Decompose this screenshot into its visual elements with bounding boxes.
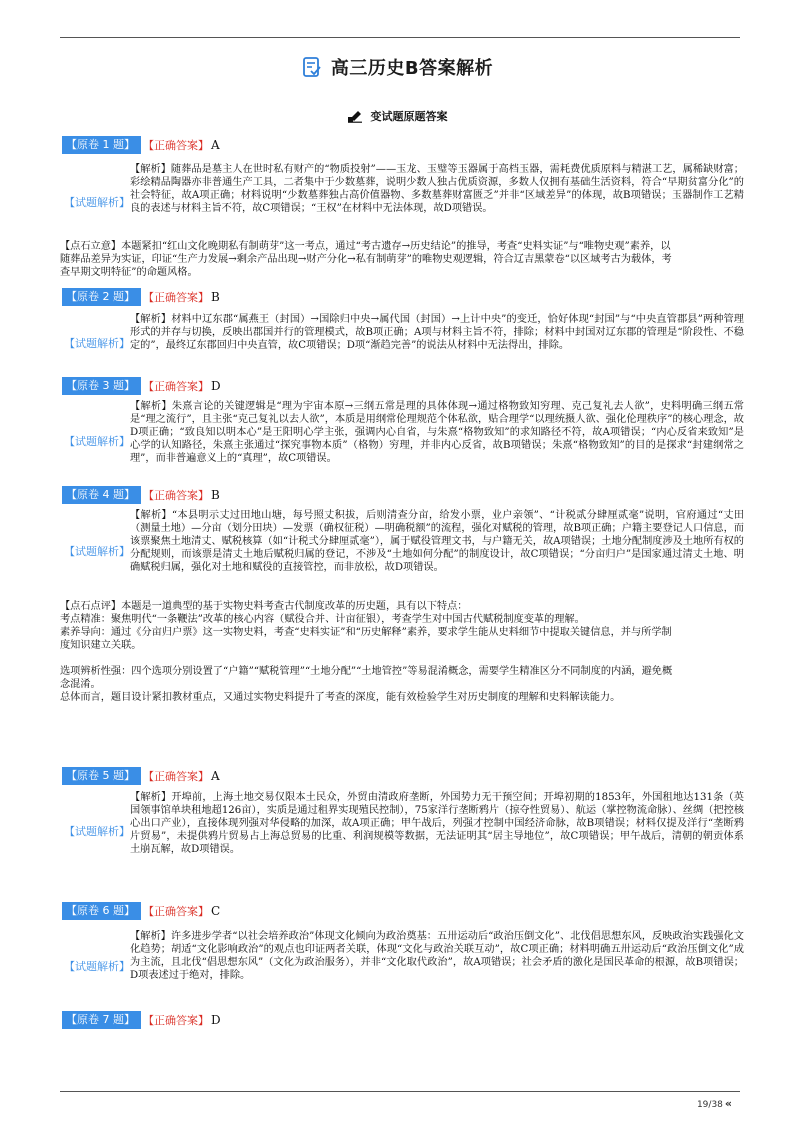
answer-value: D [211, 1013, 221, 1027]
analysis-label: 【试题解析】 [64, 435, 130, 448]
question-header-4 [62, 486, 220, 504]
analysis-text: 【解析】开埠前，上海土地交易仅限本土民众，外贸由清政府垄断，外国势力无干预空间；开埠初期的1853年，外国租地达131条（英国领事馆单块租地超126亩），实质是通过租界实现殖民控制），75家洋行垄断鸦片（掠夺性贸易）、航运（掌控物流命脉）、丝绸（把控核心出口产业），直接体现列强对华侵略的加深，故A项正确；甲午战后，列强才控制中国经济命脉，故B项错误；材料仅提及洋行“垄断鸦片贸易”，未提供鸦片贸易占上海总贸易的比重、利润规模等数据，无法证明其“居主导地位”，故C项错误；甲午战后，清朝的朝贡体系土崩瓦解，故D项错误。 [130, 792, 744, 855]
question-header-3 [62, 377, 221, 395]
answer-value: C [211, 904, 221, 918]
page-number [697, 1097, 732, 1110]
page-title [0, 54, 794, 80]
section-subtitle-text: 变试题原题答案 [370, 110, 448, 123]
insight-note: 【点石立意】本题紧扣“红山文化晚期私有制萌芽”这一考点，通过“考古遗存→历史结论”的推导，考查“史料实证”与“唯物史观”素养，以随葬品差异为实证，印证“生产力发展→剩余产品出现→财产分化→私有制萌芽”的唯物史观逻辑，符合辽吉黑蒙卷“以区域考古为载体，考查早期文明特征”的命题风格。 [60, 241, 672, 278]
footer-rule [60, 1091, 740, 1092]
answer-label: 【正确答案】 [143, 1014, 209, 1027]
analysis-label: 【试题解析】 [64, 825, 130, 838]
analysis-block-2 [60, 314, 744, 370]
question-number: 【原卷 7 题】 [62, 1011, 141, 1029]
pen-edit-icon [347, 109, 363, 123]
answer-value: A [211, 138, 220, 152]
analysis-block-6 [60, 931, 744, 999]
question-number: 【原卷 5 题】 [62, 767, 141, 785]
answer-label: 【正确答案】 [143, 291, 209, 304]
page-number-text: 19/38 [696, 1100, 723, 1110]
question-header-6 [62, 902, 220, 920]
analysis-block-1 [60, 164, 744, 236]
question-number: 【原卷 1 题】 [62, 136, 141, 154]
analysis-block-5 [60, 792, 744, 872]
analysis-block-3 [60, 401, 744, 481]
answer-label: 【正确答案】 [143, 139, 209, 152]
page-title-text: 高三历史B答案解析 [330, 58, 494, 79]
question-number: 【原卷 3 题】 [62, 377, 141, 395]
analysis-text: 【解析】朱熹言论的关键逻辑是“理为宇宙本原→三纲五常是理的具体体现→通过格物致知穷理、克己复礼去人欲”，史料明确三纲五常是“理之流行”，且主张“克己复礼以去人欲”，本质是用纲常伦理规范个体私欲，贴合理学“以理统摄人欲、强化伦理秩序”的核心理念，故D项正确；“致良知以明本心”是王阳明心学主张，强调内心自省，与朱熹“格物致知”的求知路径不符，故A项错误；“内心反省来致知”是心学的认知路径，朱熹主张通过“探究事物本质”（格物）穷理，并非内心反省，故B项错误；朱熹“格物致知”的目的是探求“封建纲常之理”，而非普遍意义上的“真理”，故C项错误。 [130, 401, 744, 464]
document-check-icon [301, 56, 323, 78]
review-note-line: 总体而言，题目设计紧扣教材重点，又通过实物史料提升了考查的深度，能有效检验学生对历史制度的理解和史料解读能力。 [60, 692, 621, 703]
analysis-text: 【解析】随葬品是墓主人在世时私有财产的“物质投射”——玉龙、玉璧等玉器属于高档玉器，需耗费优质原料与精湛工艺，属稀缺财富；彩绘精品陶器亦非普通生产工具，二者集中于少数墓葬，说明少数人独占优质资源，多数人仅拥有基础生活资料，符合“早期贫富分化”的社会特征，故A项正确；材料说明“少数墓葬独占高价值器物、多数墓葬财富匮乏”并非“区域差异”的体现，故B项错误；玉器制作工艺精良的表述与材料主旨不符，故C项错误；“王权”在材料中无法体现，故D项错误。 [130, 164, 744, 214]
analysis-text: 【解析】“本县明示丈过田地山塘，每号照丈积拔，后则清查分亩，给发小票，业户亲领”、“计税贰分肆厘贰毫”说明，官府通过“丈田（测量土地）—分亩（划分田块）—发票（确权征税）—明确税额”的流程，强化对赋税的管理，故B项正确；户籍主要登记人口信息，而该票聚焦土地清丈、赋税核算（如“计税弍分肆厘贰毫”），属于赋役管理文书，与户籍无关，故A项错误；土地分配制度涉及土地所有权的分配规则，而该票是清丈土地后赋税归属的登记，不涉及“土地如何分配”的制度设计，故C项错误；“分亩归户”是国家通过清丈土地、明确赋税归属，强化对土地和赋役的直接管控，而非放松，故D项错误。 [130, 510, 744, 573]
question-header-2 [62, 288, 220, 306]
answer-value: D [211, 379, 221, 393]
analysis-label: 【试题解析】 [64, 960, 130, 973]
analysis-label: 【试题解析】 [64, 545, 130, 558]
page-arrow-icon: « [724, 1097, 732, 1110]
answer-label: 【正确答案】 [143, 380, 209, 393]
analysis-label: 【试题解析】 [64, 196, 130, 209]
answer-value: B [211, 488, 220, 502]
review-note-head: 【点石点评】本题是一道典型的基于实物史料考查古代制度改革的历史题，具有以下特点： [60, 601, 468, 612]
section-subtitle [0, 108, 794, 124]
answer-value: A [211, 769, 220, 783]
question-number: 【原卷 4 题】 [62, 486, 141, 504]
review-note-line: 考点精准：聚焦明代“一条鞭法”改革的核心内容（赋役合并、计亩征银），考查学生对中国古代赋税制度变革的理解。 [60, 614, 585, 625]
question-header-5 [62, 767, 220, 785]
answer-label: 【正确答案】 [143, 905, 209, 918]
analysis-text: 【解析】许多进步学者“以社会培养政治”体现文化倾向为政治奠基：五卅运动后“政治压倒文化”、北伐倡思想东风，反映政治实践强化文化趋势；胡适“文化影响政治”的观点也印证两者关联，体现“文化与政治关联互动”，故C项正确；材料明确五卅运动后“政治压倒文化”成为主流，且北伐“倡思想东风”（文化为政治服务），并非“文化取代政治”，故A项错误；社会矛盾的激化是国民革命的根源，故B项错误；D项表述过于绝对，排除。 [130, 931, 744, 981]
review-note-line: 选项辨析性强：四个选项分别设置了“户籍”“赋税管理”“土地分配”“土地管控”等易混淆概念，需要学生精准区分不同制度的内涵，避免概念混淆。 [60, 666, 673, 690]
review-note-line: 素养导向：通过《分亩归户票》这一实物史料，考查“史料实证”和“历史解释”素养，要求学生能从史料细节中提取关键信息，并与所学制度知识建立关联。 [60, 627, 672, 651]
question-number: 【原卷 6 题】 [62, 902, 141, 920]
question-header-1 [62, 136, 220, 154]
analysis-label: 【试题解析】 [64, 337, 130, 350]
answer-label: 【正确答案】 [143, 489, 209, 502]
review-note [60, 600, 680, 704]
analysis-block-4 [60, 510, 744, 594]
header-rule [60, 37, 740, 38]
question-number: 【原卷 2 题】 [62, 288, 141, 306]
question-header-7 [62, 1011, 221, 1029]
analysis-text: 【解析】材料中辽东郡“属燕王（封国）→国除归中央→属代国（封国）→上计中央”的变迁，恰好体现“封国”与“中央直管郡县”两种管理形式的并存与切换，反映出郡国并行的管理模式，故B项正确；A项与材料主旨不符，排除；材料中封国对辽东郡的管理是“阶段性、不稳定的”，最终辽东郡回归中央直管，故C项错误；D项“渐趋完善”的说法从材料中无法得出，排除。 [130, 314, 744, 351]
answer-label: 【正确答案】 [143, 770, 209, 783]
answer-value: B [211, 290, 220, 304]
